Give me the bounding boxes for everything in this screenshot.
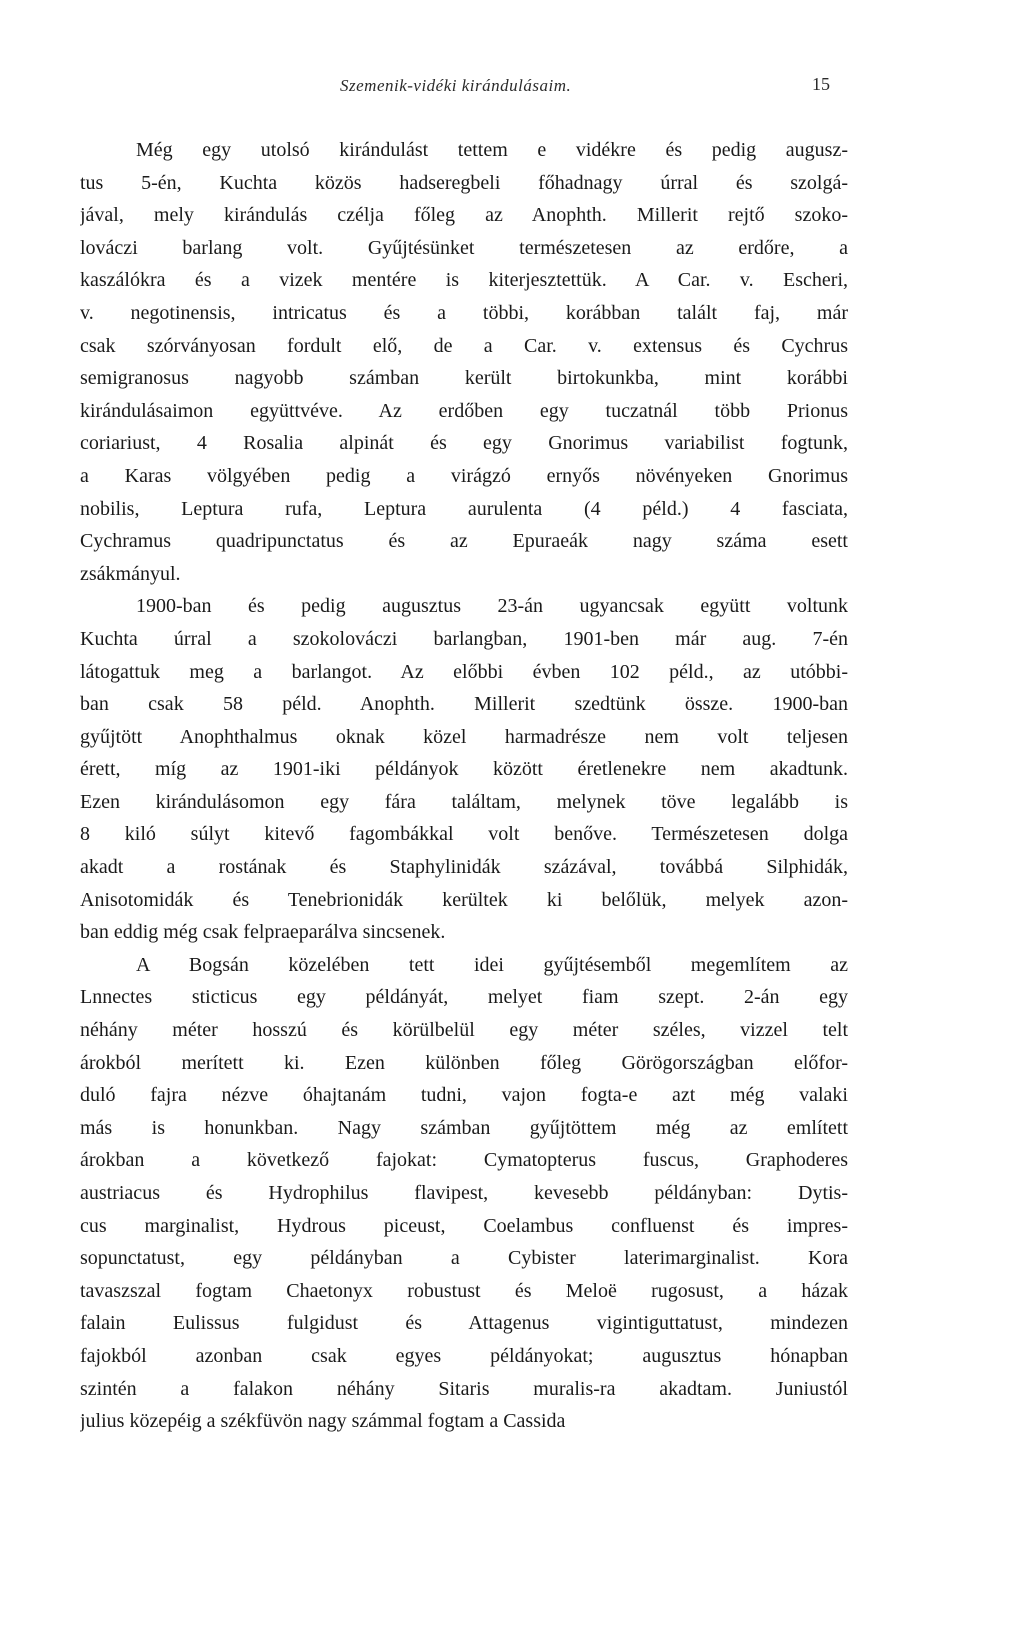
text-line: 8 kiló súlyt kitevő fagombákkal volt benőve. Természetesen dolga — [80, 823, 848, 846]
text-line: árokban a következő fajokat: Cymatopterus fuscus, Graphoderes — [80, 1149, 848, 1172]
text-line: jával, mely kirándulás czélja főleg az Anophth. Millerit rejtő szoko- — [80, 204, 848, 227]
page-number: 15 — [812, 74, 830, 94]
text-line: Ezen kirándulásomon egy fára találtam, melynek töve legalább is — [80, 790, 848, 813]
text-line: julius közepéig a székfüvön nagy számmal fogtam a Cassida — [80, 1410, 566, 1433]
text-line: semigranosus nagyobb számban került birtokunkba, mint korábbi — [80, 367, 848, 390]
text-line: 1900-ban és pedig augusztus 23-án ugyancsak együtt voltunk — [136, 595, 848, 618]
text-line: ban csak 58 péld. Anophth. Millerit szedtünk össze. 1900-ban — [80, 693, 848, 716]
body-text — [80, 134, 848, 1438]
text-line: kirándulásaimon együttvéve. Az erdőben egy tuczatnál több Prionus — [80, 399, 848, 422]
paragraph-2 — [80, 590, 848, 949]
paragraph-1 — [80, 134, 848, 590]
text-line: néhány méter hosszú és körülbelül egy méter széles, vizzel telt — [80, 1019, 848, 1042]
text-line: más is honunkban. Nagy számban gyűjtöttem még az említett — [80, 1116, 848, 1139]
text-line: cus marginalist, Hydrous piceust, Coelambus confluenst és impres- — [80, 1214, 848, 1237]
text-line: Anisotomidák és Tenebrionidák kerültek ki belőlük, melyek azon- — [80, 888, 848, 911]
text-line: Még egy utolsó kirándulást tettem e vidékre és pedig augusz- — [136, 139, 848, 161]
text-line: érett, míg az 1901-iki példányok között éretlenekre nem akadtunk. — [80, 758, 848, 781]
paragraph-3 — [80, 949, 848, 1438]
text-line: sopunctatust, egy példányban a Cybister laterimarginalist. Kora — [80, 1247, 848, 1270]
text-line: falain Eulissus fulgidust és Attagenus vigintiguttatust, mindezen — [80, 1312, 848, 1335]
text-line: gyűjtött Anophthalmus oknak közel harmadrésze nem volt teljesen — [80, 725, 848, 748]
text-line: látogattuk meg a barlangot. Az előbbi évben 102 péld., az utóbbi- — [80, 660, 848, 683]
running-head: Szemenik-vidéki kirándulásaim. — [340, 76, 572, 95]
text-line: coriariust, 4 Rosalia alpinát és egy Gnorimus variabilist fogtunk, — [80, 432, 848, 455]
text-line: kaszálókra és a vizek mentére is kiterjesztettük. A Car. v. Escheri, — [80, 269, 848, 292]
text-line: Kuchta úrral a szokolováczi barlangban, 1901-ben már aug. 7-én — [80, 627, 848, 650]
text-line: ban eddig még csak felpraeparálva sincsenek. — [80, 921, 446, 944]
text-line: tus 5-én, Kuchta közös hadseregbeli főhadnagy úrral és szolgá- — [80, 171, 848, 194]
text-line: A Bogsán közelében tett idei gyűjtésemből megemlítem az — [136, 953, 848, 976]
text-line: duló fajra nézve óhajtanám tudni, vajon fogta-e azt még valaki — [80, 1084, 848, 1107]
text-line: fajokból azonban csak egyes példányokat; augusztus hónapban — [80, 1344, 848, 1367]
text-line: Cychramus quadripunctatus és az Epuraeák nagy száma esett — [80, 530, 848, 553]
text-line: szintén a falakon néhány Sitaris muralis-ra akadtam. Juniustól — [80, 1377, 848, 1400]
text-line: árokból merített ki. Ezen különben főleg Görögországban előfor- — [80, 1051, 848, 1074]
text-line: v. negotinensis, intricatus és a többi, korábban talált faj, már — [80, 301, 848, 324]
text-line: csak szórványosan fordult elő, de a Car. v. extensus és Cychrus — [80, 334, 848, 357]
text-line: zsákmányul. — [80, 562, 181, 585]
text-line: tavaszszal fogtam Chaetonyx robustust és Meloë rugosust, a házak — [80, 1279, 848, 1302]
text-line: a Karas völgyében pedig a virágzó ernyős növényeken Gnorimus — [80, 464, 848, 487]
text-line: akadt a rostának és Staphylinidák százával, továbbá Silphidák, — [80, 856, 848, 879]
text-line: lováczi barlang volt. Gyűjtésünket természetesen az erdőre, a — [80, 236, 848, 259]
text-line: nobilis, Leptura rufa, Leptura aurulenta (4 péld.) 4 fasciata, — [80, 497, 848, 520]
text-line: Lnnectes sticticus egy példányát, melyet fiam szept. 2-án egy — [80, 986, 848, 1009]
text-line: austriacus és Hydrophilus flavipest, kevesebb példányban: Dytis- — [80, 1182, 848, 1204]
